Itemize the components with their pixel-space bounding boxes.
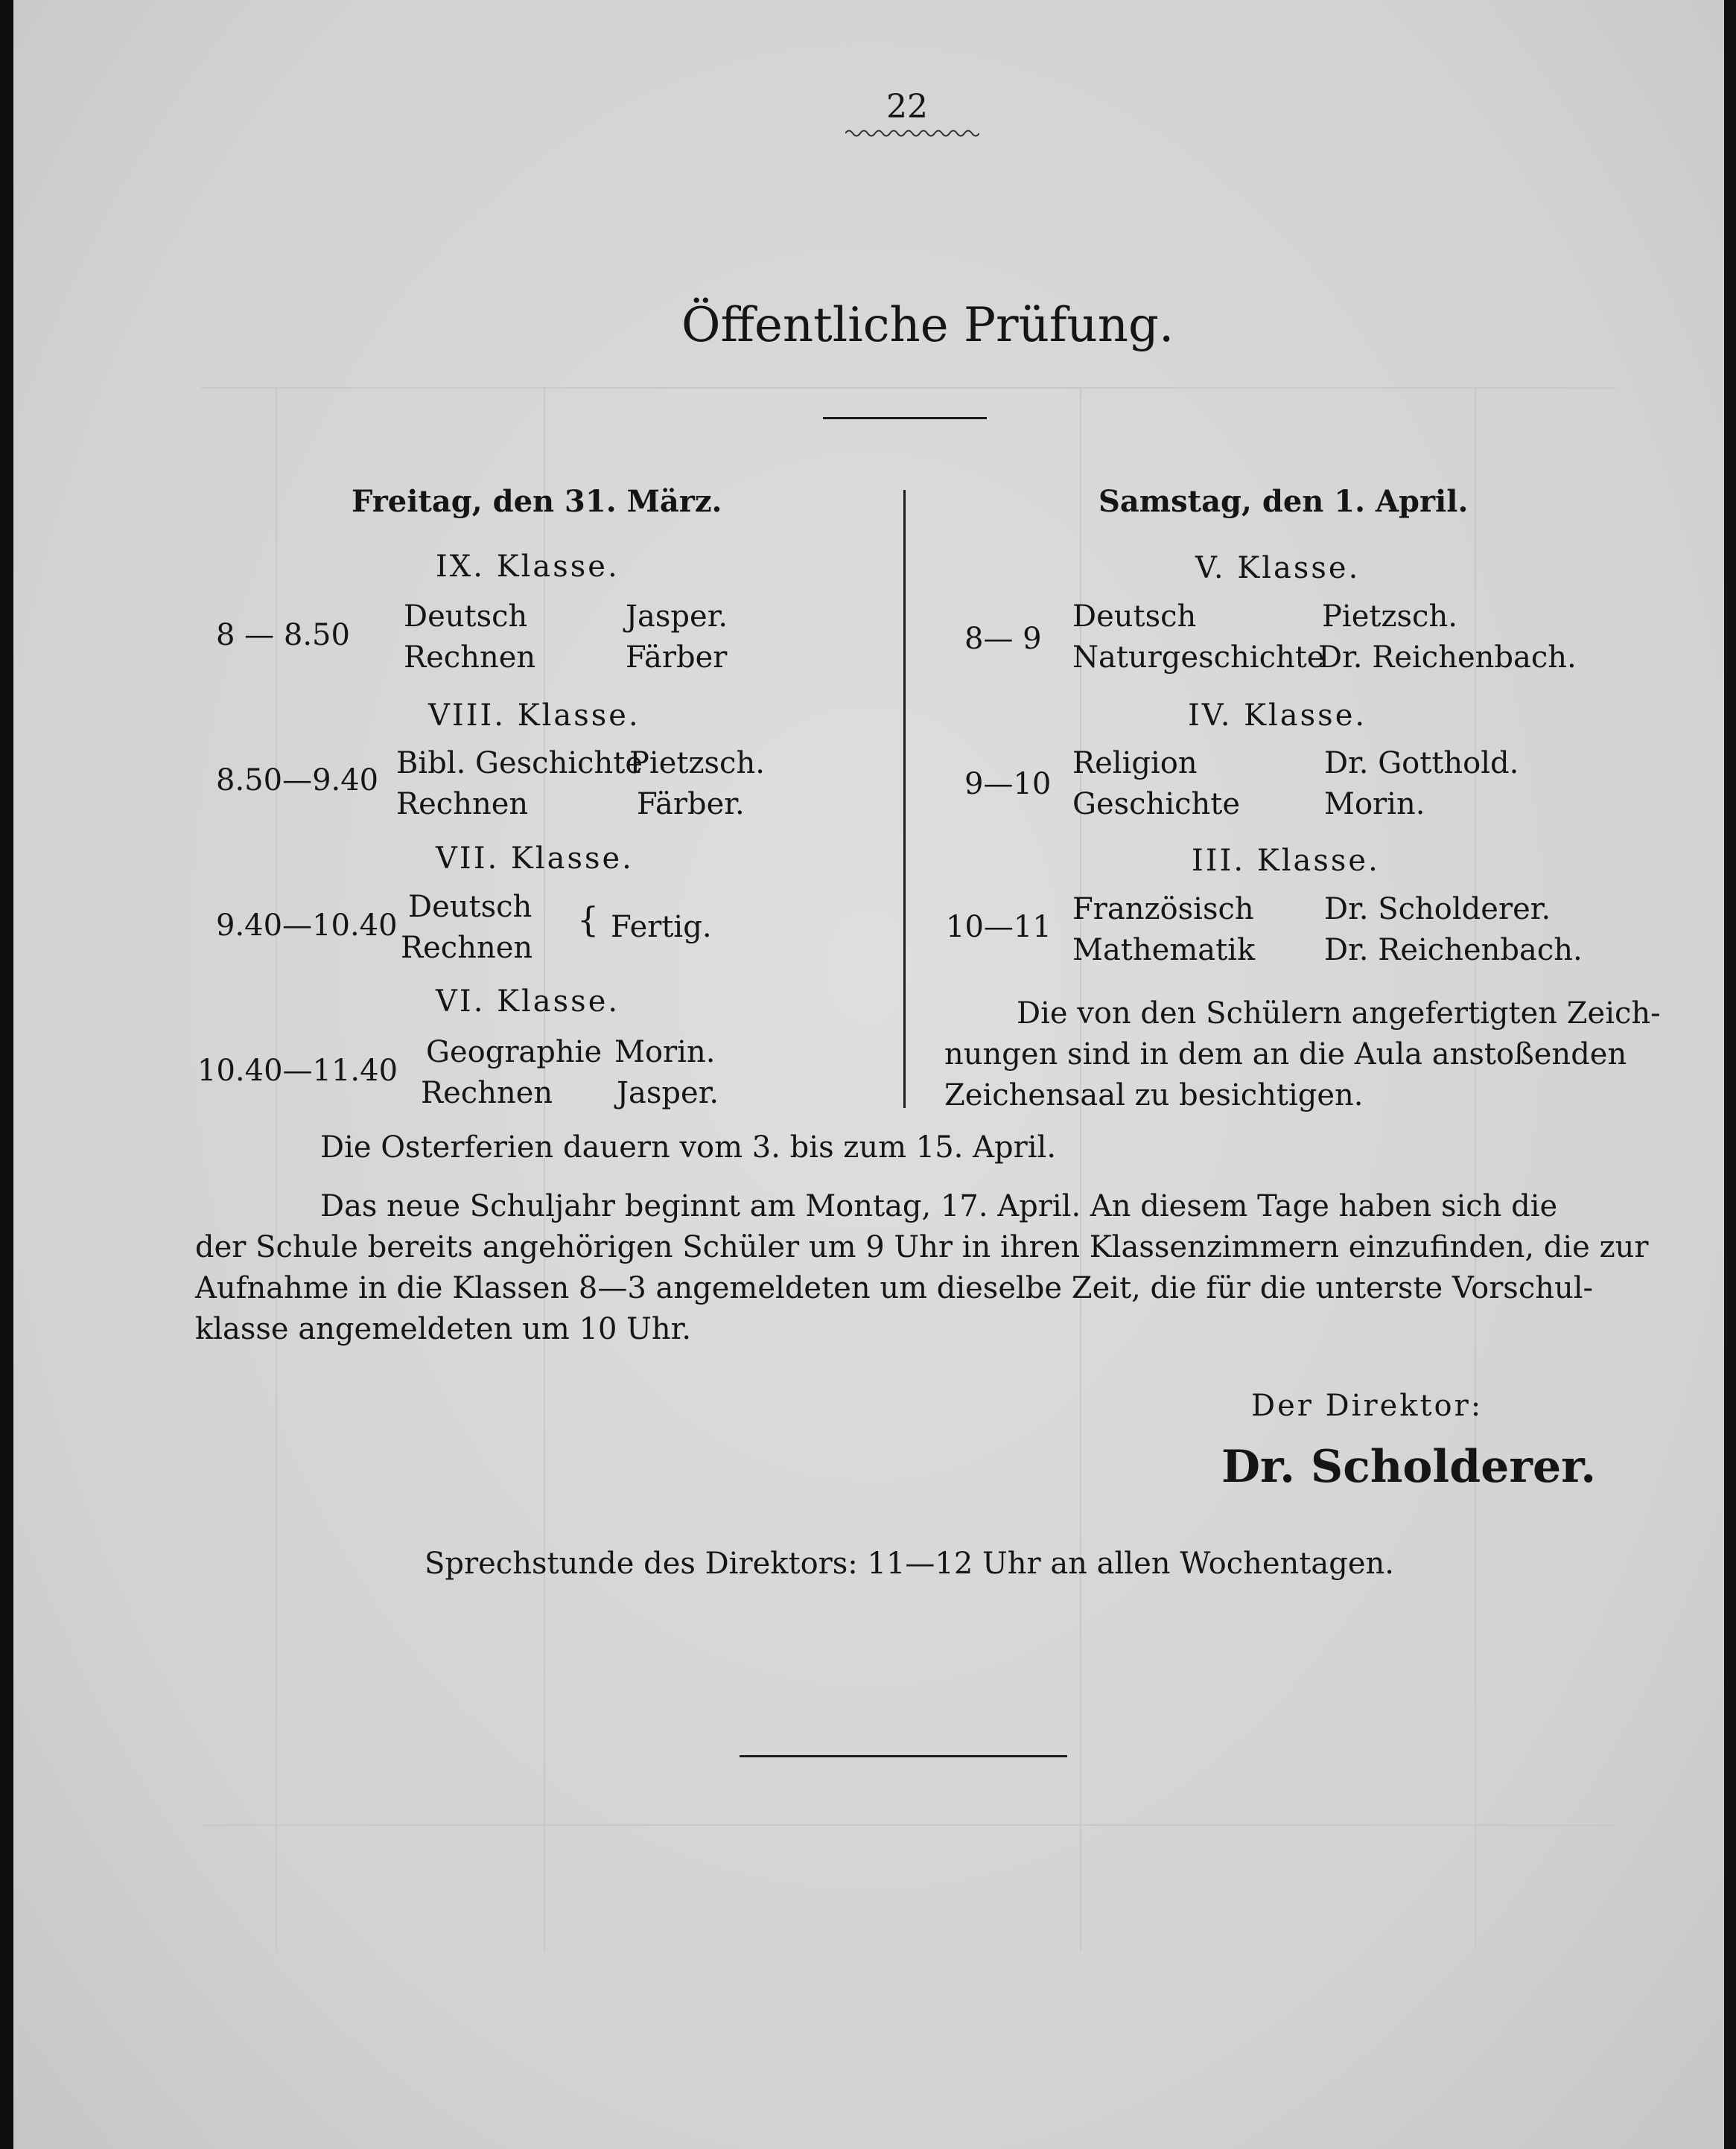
saturday-heading: Samstag, den 1. April.: [1098, 484, 1469, 519]
signature-role: Der Direktor:: [1251, 1389, 1484, 1423]
bleed-through-line: [201, 1824, 1616, 1826]
schuljahr-notice-line: der Schule bereits angehörigen Schüler um 9 Uhr in ihren Klassenzimmern einzufinden, die zur: [195, 1230, 1649, 1264]
exam-teacher: Färber.: [637, 787, 745, 821]
bleed-through-line: [544, 387, 545, 1951]
exam-subject: Rechnen: [421, 1076, 553, 1110]
klasse-heading: VI. Klasse.: [436, 984, 620, 1019]
scan-border-left: [0, 0, 13, 2149]
exam-subject: Naturgeschichte: [1072, 640, 1325, 675]
exam-teacher: Jasper.: [617, 1076, 719, 1110]
closing-rule: [740, 1755, 1067, 1757]
bleed-through-line: [1475, 387, 1476, 1951]
klasse-heading: V. Klasse.: [1195, 551, 1361, 585]
exam-time: 8— 9: [964, 622, 1042, 656]
office-hours: Sprechstunde des Direktors: 11—12 Uhr an allen Wochentagen.: [425, 1547, 1394, 1581]
exam-time: 9—10: [964, 767, 1052, 801]
exam-subject: Religion: [1072, 746, 1198, 780]
scan-border-right: [1724, 0, 1736, 2149]
exam-subject: Bibl. Geschichte: [396, 746, 643, 780]
exam-teacher: Pietzsch.: [1322, 599, 1457, 634]
exam-teacher: Fertig.: [611, 910, 712, 944]
schuljahr-notice-line: Das neue Schuljahr beginnt am Montag, 17. April. An diesem Tage haben sich die: [320, 1189, 1558, 1223]
exam-subject: Deutsch: [404, 599, 528, 634]
exam-subject: Französisch: [1072, 892, 1254, 926]
exhibition-note-line: nungen sind in dem an die Aula anstoßenden: [944, 1037, 1627, 1072]
exam-teacher: Morin.: [614, 1035, 716, 1069]
klasse-heading: IX. Klasse.: [436, 550, 620, 584]
exam-subject: Rechnen: [396, 787, 529, 821]
klasse-heading: VIII. Klasse.: [428, 698, 640, 733]
exam-subject: Rechnen: [401, 931, 533, 965]
exam-teacher: Dr. Reichenbach.: [1324, 933, 1583, 967]
page-number-ornament: [845, 128, 979, 139]
page-number: 22: [886, 88, 928, 126]
friday-heading: Freitag, den 31. März.: [352, 484, 722, 519]
schuljahr-notice-line: klasse angemeldeten um 10 Uhr.: [195, 1312, 692, 1346]
schuljahr-notice-line: Aufnahme in die Klassen 8—3 angemeldeten um dieselbe Zeit, die für die unterste Vorschul-: [195, 1271, 1594, 1305]
klasse-heading: VII. Klasse.: [436, 841, 634, 876]
exam-teacher: Jasper.: [626, 599, 728, 634]
exam-teacher: Färber: [626, 640, 728, 675]
signature-name: Dr. Scholderer.: [1221, 1441, 1597, 1493]
exhibition-note-line: Die von den Schülern angefertigten Zeich-: [1017, 996, 1661, 1031]
exam-time: 8 — 8.50: [216, 618, 350, 652]
exam-teacher: Dr. Gotthold.: [1324, 746, 1519, 780]
exam-teacher: Dr. Reichenbach.: [1318, 640, 1577, 675]
exhibition-note-line: Zeichensaal zu besichtigen.: [944, 1078, 1364, 1112]
exam-time: 10.40—11.40: [197, 1054, 398, 1088]
klasse-heading: III. Klasse.: [1192, 844, 1380, 878]
exam-time: 10—11: [946, 910, 1052, 944]
column-divider: [903, 490, 906, 1108]
page-title: Öffentliche Prüfung.: [681, 298, 1174, 353]
exam-teacher: Pietzsch.: [629, 746, 765, 780]
exam-subject: Geschichte: [1072, 787, 1241, 821]
exam-subject: Deutsch: [1072, 599, 1197, 634]
exam-time: 9.40—10.40: [216, 908, 398, 943]
exam-subject: Rechnen: [404, 640, 536, 675]
exam-subject: Deutsch: [408, 890, 532, 924]
exam-time: 8.50—9.40: [216, 763, 379, 797]
bleed-through-line: [201, 387, 1616, 389]
klasse-heading: IV. Klasse.: [1188, 698, 1367, 733]
exam-teacher: Dr. Scholderer.: [1324, 892, 1551, 926]
grouping-brace: {: [577, 900, 600, 940]
exam-teacher: Morin.: [1324, 787, 1425, 821]
exam-subject: Mathematik: [1072, 933, 1256, 967]
osterferien-notice: Die Osterferien dauern vom 3. bis zum 15. April.: [320, 1130, 1057, 1165]
exam-subject: Geographie: [426, 1035, 602, 1069]
title-rule: [823, 417, 987, 419]
